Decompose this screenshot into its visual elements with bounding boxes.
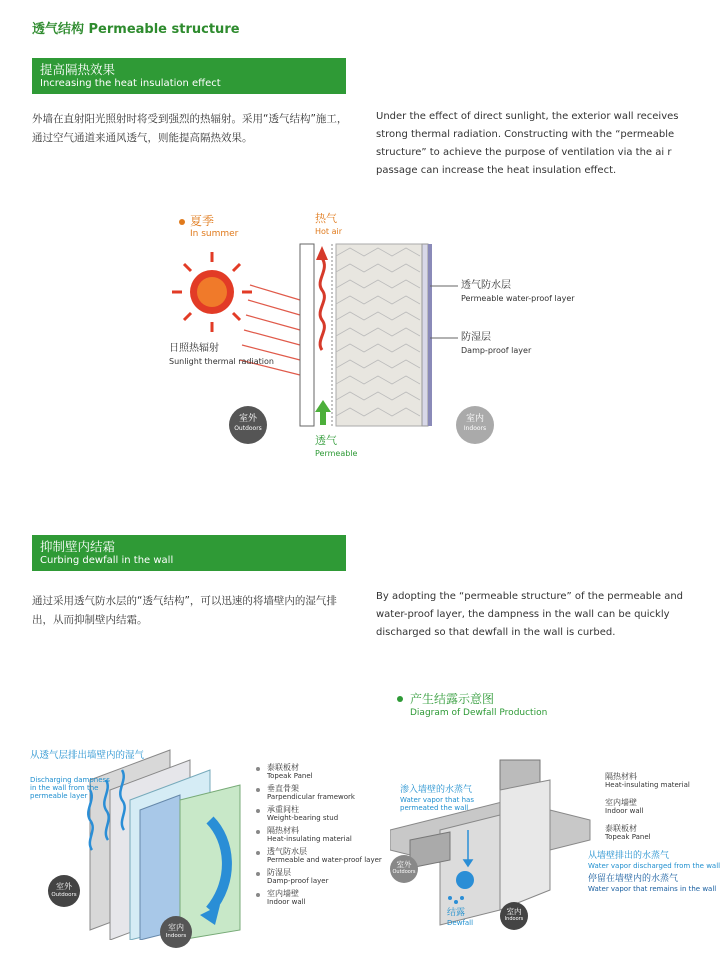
summer-label-en: In summer	[190, 229, 239, 239]
bullet-icon	[395, 693, 407, 705]
section2-title-zh: 抑制壁内结霜	[40, 539, 116, 554]
indoors-en: Indoors	[463, 425, 487, 432]
hot-air-arrow	[320, 258, 324, 350]
outdoors-zh: 室外	[238, 414, 257, 424]
section-header-heat-insulation	[32, 58, 346, 94]
damp-proof-label-en: Damp-proof layer	[461, 346, 532, 355]
left-indoors-zh: 室内	[168, 923, 184, 932]
left-legend	[267, 763, 382, 910]
legend-item: 隔热材料 Heat-insulating material	[605, 772, 690, 789]
section-title-zh: 提高隔热效果	[40, 62, 116, 77]
section1-text-en: Under the effect of direct sunlight, the exterior wall receives strong thermal radiation. Constructing with the “permeable structure” to achieve the purpose of ventilation via the ai r passage can increase the heat insulation effect.	[376, 111, 679, 176]
permeable-arrow	[315, 400, 331, 425]
right-indoors-badge	[500, 902, 528, 930]
wall-layers-diagram	[30, 740, 260, 940]
left-outdoors-badge	[48, 875, 80, 907]
right-legend	[605, 772, 690, 850]
vapor-in-label-zh: 渗入墙壁的水蒸气	[400, 785, 473, 795]
legend-item: 泰联板材 Topeak Panel	[605, 824, 651, 841]
dewfall-diagram	[390, 750, 600, 930]
legend-item: 透气防水层 Permeable and water-proof layer	[267, 847, 382, 864]
vapor-out-label-en: Water vapor discharged from the wall	[588, 862, 720, 870]
left-outdoors-en: Outdoors	[51, 892, 77, 898]
dewfall-diagram-title-zh: 产生结露示意图	[410, 692, 495, 706]
legend-item: 泰联板材 Topeak Panel	[267, 763, 313, 780]
right-outdoors-en: Outdoors	[392, 869, 416, 875]
legend-item: 室内墙壁 Indoor wall	[267, 889, 306, 906]
section2-title-en: Curbing dewfall in the wall	[40, 555, 174, 566]
section2-text-en: By adopting the “permeable structure” of the permeable and water-proof layer, the dampness in the wall can be quickly discharged so that dewfall in the wall is curbed.	[376, 591, 684, 638]
legend-item: 隔热材料 Heat-insulating material	[267, 826, 352, 843]
sunlight-label-en: Sunlight thermal radiation	[169, 357, 274, 366]
dewfall-label-zh: 结露	[447, 908, 466, 918]
sunlight-label-zh: 日照热辐射	[169, 343, 219, 354]
discharge-label-zh: 从透气层排出墙壁内的湿气	[30, 750, 145, 761]
page-title: 透气结构 Permeable structure	[32, 22, 240, 37]
hot-air-label-en: Hot air	[315, 227, 343, 236]
permeable-layer-label-en: Permeable water-proof layer	[461, 294, 575, 303]
outdoors-badge	[229, 406, 267, 444]
damp-proof-label-zh: 防湿层	[461, 332, 491, 343]
left-indoors-badge	[160, 916, 192, 948]
vapor-in-label-en: Water vapor that has permeated the wall	[400, 796, 474, 812]
outdoors-en: Outdoors	[234, 425, 262, 432]
section2-text-zh: 通过采用透气防水层的“透气结构”，可以迅速的将墙壁内的湿气排出，从而抑制壁内结霜。	[32, 595, 337, 626]
indoors-badge	[456, 406, 494, 444]
left-legend-markers	[238, 760, 262, 910]
permeable-layer-label-zh: 透气防水层	[461, 280, 511, 291]
left-indoors-en: Indoors	[165, 933, 187, 939]
permeable-label-en: Permeable	[315, 449, 358, 458]
right-outdoors-zh: 室外	[396, 860, 412, 869]
hot-air-label-zh: 热气	[315, 212, 337, 225]
section-header-dewfall	[32, 535, 346, 571]
summer-label-zh: 夏季	[190, 214, 215, 228]
legend-item: 承重间柱 Weight-bearing stud	[267, 805, 339, 822]
vapor-out-label-zh: 从墙壁排出的水蒸气	[588, 851, 670, 861]
right-indoors-zh: 室内	[506, 907, 522, 916]
legend-item: 垂直骨架 Parpendicular framework	[267, 784, 355, 801]
section1-text-zh: 外墙在直射阳光照射时将受到强烈的热辐射。采用“透气结构”施工，通过空气通道来通风透气，则能提高隔热效果。	[32, 113, 348, 144]
dewfall-diagram-title-en: Diagram of Dewfall Production	[410, 708, 548, 718]
section-title-en: Increasing the heat insulation effect	[40, 78, 221, 89]
legend-item: 室内墙壁 Indoor wall	[605, 798, 644, 815]
right-indoors-en: Indoors	[504, 916, 524, 922]
vapor-remain-label-zh: 停留在墙壁内的水蒸气	[588, 874, 679, 884]
vapor-remain-label-en: Water vapor that remains in the wall	[588, 885, 717, 893]
dewfall-label-en: Dewfall	[447, 919, 474, 927]
permeable-label-zh: 透气	[315, 434, 337, 447]
right-outdoors-badge	[390, 855, 418, 883]
left-outdoors-zh: 室外	[56, 882, 72, 891]
discharge-label-en: Discharging dampness in the wall from the permeable layer	[30, 776, 110, 800]
legend-item: 防湿层 Damp-proof layer	[267, 868, 329, 885]
summer-wall-diagram	[160, 200, 580, 470]
sun-icon	[172, 252, 252, 332]
indoors-zh: 室内	[465, 414, 484, 424]
